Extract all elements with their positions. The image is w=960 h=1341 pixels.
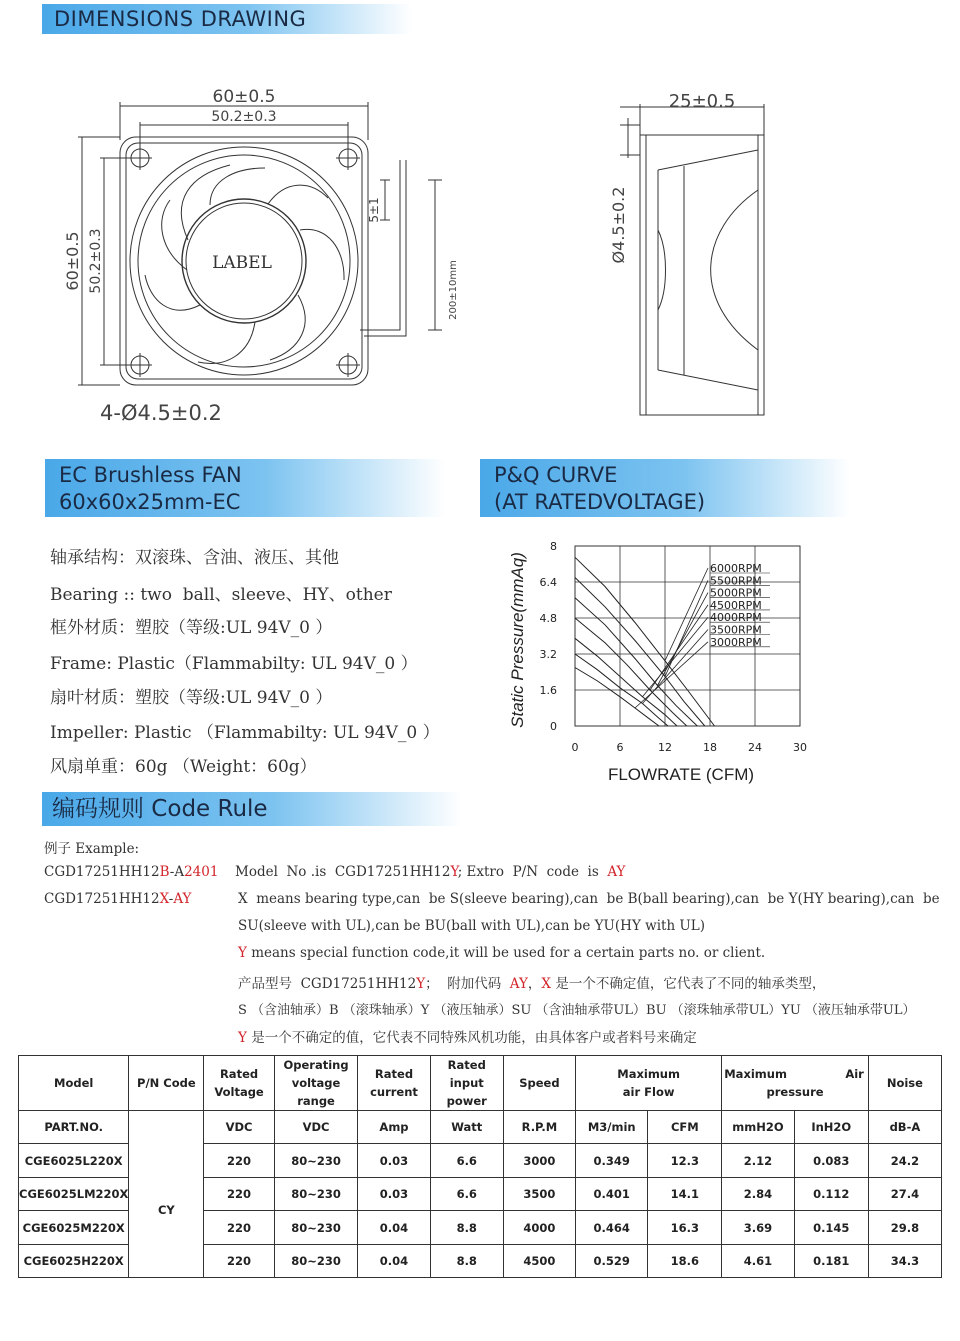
- th-noise: Noise: [868, 1056, 941, 1111]
- table-head-row-1: [19, 1056, 942, 1111]
- pq-legend-entry: 3500RPM: [710, 623, 762, 637]
- rule-line-5: 产品型号 CGD17251HH12Y； 附加代码 AY，X 是一个不确定值，它代表了不同的轴承类型，: [238, 976, 826, 992]
- cell-m3min: 0.464: [576, 1211, 648, 1245]
- cell-current: 0.04: [358, 1245, 430, 1278]
- cell-mmh2o: 4.61: [722, 1245, 794, 1278]
- cell-range: 80~230: [274, 1178, 358, 1211]
- cell-cfm: 14.1: [648, 1178, 722, 1211]
- cell-voltage: 220: [204, 1211, 274, 1245]
- holes-dim: 4-Ø4.5±0.2: [100, 401, 222, 425]
- cell-mmh2o: 2.84: [722, 1178, 794, 1211]
- spec-weight: 风扇单重：60g （Weight：60g）: [50, 757, 317, 777]
- cell-power: 6.6: [430, 1178, 503, 1211]
- cell-inh2o: 0.181: [794, 1245, 868, 1278]
- th-part-no: PART.NO.: [19, 1111, 129, 1144]
- cell-speed: 4500: [503, 1245, 575, 1278]
- cell-range: 80~230: [274, 1144, 358, 1178]
- cell-speed: 4000: [503, 1211, 575, 1245]
- pq-legend-entry: 6000RPM: [710, 562, 762, 575]
- cell-model: CGE6025M220X: [19, 1211, 129, 1245]
- pq-xtick-label: 24: [748, 741, 762, 754]
- cell-cfm: 18.6: [648, 1245, 722, 1278]
- pq-banner-line2: (AT RATEDVOLTAGE): [494, 490, 706, 514]
- cell-noise: 29.8: [868, 1211, 941, 1245]
- cell-cfm: 16.3: [648, 1211, 722, 1245]
- side-view-drawing: [600, 80, 780, 420]
- pq-legend-entry: 3000RPM: [710, 635, 762, 649]
- cell-noise: 34.3: [868, 1245, 941, 1278]
- pq-xtick-label: 6: [616, 741, 624, 754]
- cell-range: 80~230: [274, 1211, 358, 1245]
- cell-power: 8.8: [430, 1245, 503, 1278]
- pq-ytick-label: 3.2: [539, 648, 557, 661]
- code-rule-title: 编码规则 Code Rule: [52, 796, 268, 822]
- spec-impeller-en: Impeller: Plastic （Flammabilty: UL 94V_0 ）: [50, 723, 440, 743]
- th-unit-amp: Amp: [358, 1111, 430, 1144]
- rule-line-4: Y means special function code,it will be used for a certain parts no. or client.: [238, 945, 766, 961]
- th-unit-cfm: CFM: [648, 1111, 722, 1144]
- th-unit-dba: dB-A: [868, 1111, 941, 1144]
- cell-current: 0.03: [358, 1178, 430, 1211]
- fan-banner-line2: 60x60x25mm-EC: [59, 490, 241, 514]
- depth-dim: 25±0.5: [668, 91, 736, 112]
- side-hole-dim: Ø4.5±0.2: [609, 186, 628, 264]
- cell-speed: 3000: [503, 1144, 575, 1178]
- dimensions-banner: [42, 4, 412, 34]
- cell-voltage: 220: [204, 1144, 274, 1178]
- width-outer-dim: 60±0.5: [212, 87, 276, 107]
- cell-model: CGE6025L220X: [19, 1144, 129, 1178]
- pq-xtick-label: 12: [658, 741, 672, 754]
- front-view-drawing: [60, 80, 480, 440]
- cell-model: CGE6025H220X: [19, 1245, 129, 1278]
- pq-legend-entry: 5000RPM: [710, 586, 762, 600]
- pq-ytick-label: 4.8: [539, 612, 557, 625]
- cell-inh2o: 0.112: [794, 1178, 868, 1211]
- dimensions-title: DIMENSIONS DRAWING: [54, 7, 307, 31]
- cell-voltage: 220: [204, 1178, 274, 1211]
- pq-xlabel: FLOWRATE (CFM): [607, 765, 755, 784]
- cell-model: CGE6025LM220X: [19, 1178, 129, 1211]
- pq-xtick-label: 30: [793, 741, 807, 754]
- cell-speed: 3500: [503, 1178, 575, 1211]
- th-rated-current: Rated current: [358, 1056, 430, 1111]
- pq-legend-entry: 4500RPM: [710, 598, 762, 612]
- cell-range: 80~230: [274, 1245, 358, 1278]
- cell-voltage: 220: [204, 1245, 274, 1278]
- height-inner-dim: 50.2±0.3: [88, 228, 104, 294]
- pn-code-cell: CY: [129, 1111, 204, 1278]
- rule-line-2: X means bearing type,can be S(sleeve bearing),can be B(ball bearing),can be Y(HY bearing),can be: [238, 891, 940, 907]
- pq-ylabel: Static Pressure(mmAq): [508, 552, 527, 728]
- th-operating-range: Operating voltage range: [274, 1056, 358, 1111]
- pq-banner: [480, 459, 850, 517]
- fan-banner-line1: EC Brushless FAN: [59, 463, 242, 487]
- cell-power: 8.8: [430, 1211, 503, 1245]
- cell-mmh2o: 3.69: [722, 1211, 794, 1245]
- pq-xtick-label: 0: [571, 741, 579, 754]
- th-model: Model: [19, 1056, 129, 1111]
- rule-line-1: Model No .is CGD17251HH12Y; Extro P/N code is AY: [235, 864, 626, 880]
- pq-xtick-label: 18: [703, 741, 717, 754]
- hub-label: LABEL: [212, 253, 272, 273]
- th-unit-rpm: R.P.M: [503, 1111, 575, 1144]
- example-code-2: CGD17251HH12X-AY: [44, 891, 192, 907]
- cell-inh2o: 0.083: [794, 1144, 868, 1178]
- rule-line-7: Y 是一个不确定的值，它代表不同特殊风机功能，由具体客户或者料号来确定: [238, 1030, 697, 1046]
- th-max-airflow: Maximum air Flow: [576, 1056, 722, 1111]
- cell-cfm: 12.3: [648, 1144, 722, 1178]
- cell-noise: 24.2: [868, 1144, 941, 1178]
- cell-inh2o: 0.145: [794, 1211, 868, 1245]
- th-unit-mmh2o: mmH2O: [722, 1111, 794, 1144]
- th-pn-code: P/N Code: [129, 1056, 204, 1111]
- spec-table: [18, 1055, 942, 1278]
- cell-m3min: 0.529: [576, 1245, 648, 1278]
- cell-power: 6.6: [430, 1144, 503, 1178]
- height-outer-dim: 60±0.5: [63, 231, 82, 291]
- pq-ytick-label: 0: [550, 720, 557, 733]
- pq-legend-leader: [635, 642, 708, 708]
- th-rated-power: Rated input power: [430, 1056, 503, 1111]
- th-unit-vdc: VDC: [204, 1111, 274, 1144]
- rule-line-3: SU(sleeve with UL),can be BU(ball with UL),can be YU(HY with UL): [238, 918, 706, 934]
- width-inner-dim: 50.2±0.3: [211, 109, 277, 125]
- th-max-pressure: Maximum Air pressure: [722, 1056, 869, 1111]
- pq-banner-line1: P&Q CURVE: [494, 463, 618, 487]
- cell-current: 0.03: [358, 1144, 430, 1178]
- cell-m3min: 0.401: [576, 1178, 648, 1211]
- th-unit-watt: Watt: [430, 1111, 503, 1144]
- pq-legend-leader: [643, 617, 709, 697]
- pq-ytick-label: 6.4: [539, 576, 557, 589]
- pq-ytick-label: 1.6: [539, 684, 557, 697]
- cell-m3min: 0.349: [576, 1144, 648, 1178]
- th-rated-voltage: Rated Voltage: [204, 1056, 274, 1111]
- fan-banner: [45, 459, 445, 517]
- cell-mmh2o: 2.12: [722, 1144, 794, 1178]
- pq-chart: [495, 530, 825, 790]
- code-rule-banner: [42, 792, 462, 826]
- th-unit-inh2o: InH2O: [794, 1111, 868, 1144]
- pq-ytick-label: 8: [550, 540, 557, 553]
- cell-noise: 27.4: [868, 1178, 941, 1211]
- pq-series-line: [575, 668, 659, 727]
- spec-impeller-cn: 扇叶材质：塑胶（等级:UL 94V_0 ）: [50, 688, 333, 708]
- spec-frame-en: Frame: Plastic（Flammabilty: UL 94V_0 ）: [50, 654, 418, 674]
- th-speed: Speed: [503, 1056, 575, 1111]
- table-head-row-2: [19, 1111, 942, 1144]
- wire-offset-dim: 5±1: [367, 197, 381, 223]
- spec-frame-cn: 框外材质：塑胶（等级:UL 94V_0 ）: [50, 618, 333, 638]
- pq-legend-entry: 5500RPM: [710, 574, 762, 588]
- th-unit-m3min: M3/min: [576, 1111, 648, 1144]
- example-code-1: CGD17251HH12B-A2401: [44, 864, 219, 880]
- wire-length-dim: 200±10mm: [448, 260, 459, 320]
- example-label: 例子 Example:: [44, 841, 140, 857]
- th-unit-vdc-range: VDC: [274, 1111, 358, 1144]
- cell-current: 0.04: [358, 1211, 430, 1245]
- spec-bearing-en: Bearing :: two ball、sleeve、HY、other: [50, 585, 392, 605]
- pq-legend-entry: 4000RPM: [710, 611, 762, 625]
- rule-line-6: S （含油轴承）B （滚珠轴承）Y （液压轴承）SU （含油轴承带UL）BU （滚珠轴承带UL）YU （液压轴承带UL）: [238, 1003, 916, 1018]
- spec-bearing-cn: 轴承结构：双滚珠、含油、液压、其他: [50, 548, 339, 568]
